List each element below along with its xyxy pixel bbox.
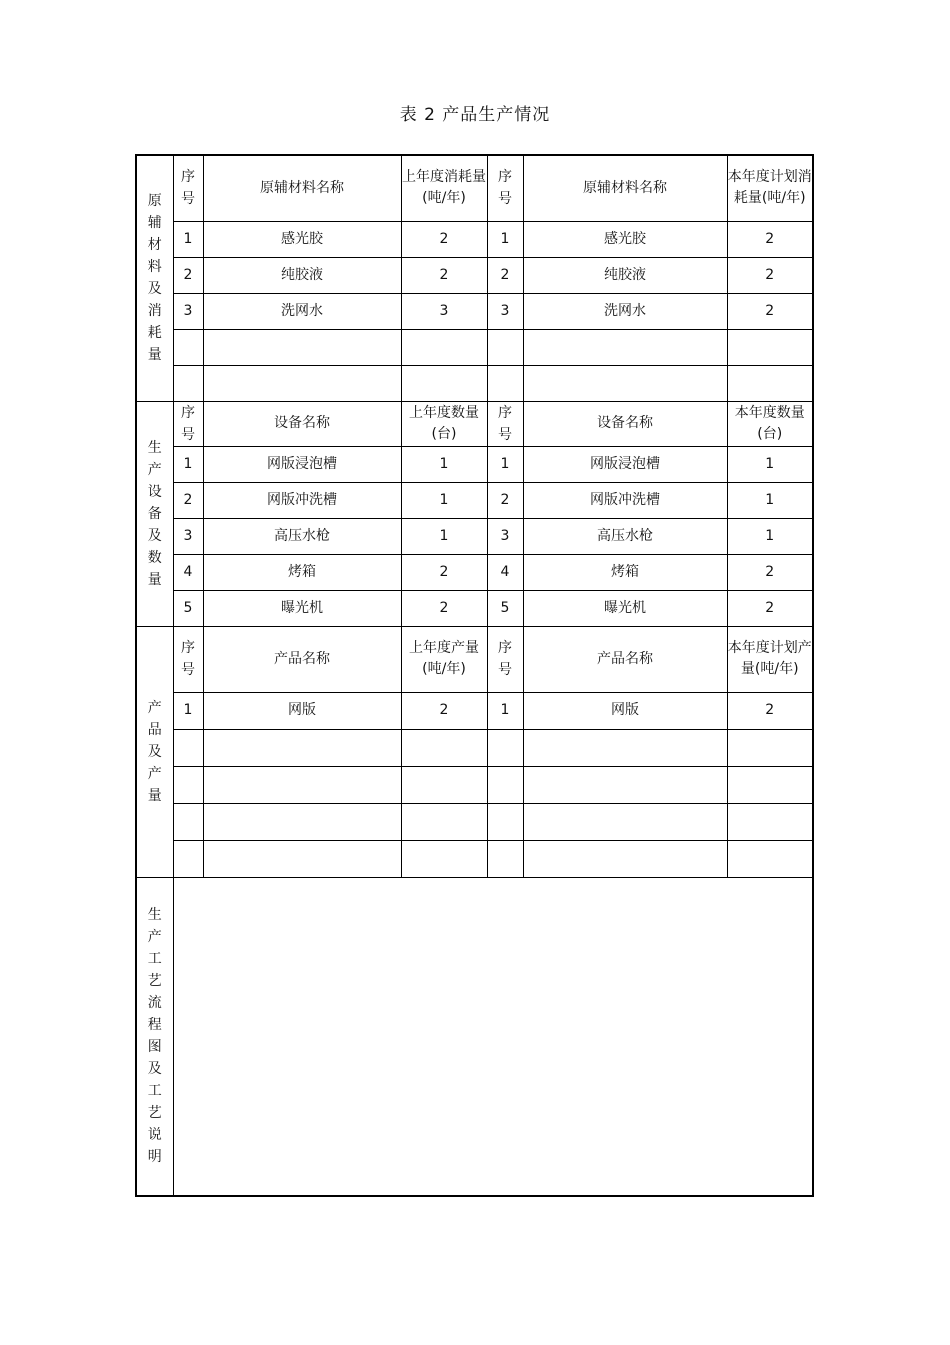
- materials-category: [136, 155, 173, 401]
- process-content-area: [173, 877, 813, 1196]
- cell-last: 2: [401, 554, 487, 590]
- cell-plan: 2: [727, 221, 813, 257]
- header-name: 产品名称: [203, 626, 401, 692]
- products-category-label: 产品及产量: [147, 699, 162, 804]
- table-row-empty: [136, 329, 813, 365]
- cell-name: 网版浸泡槽: [203, 446, 401, 482]
- cell-empty: [487, 840, 523, 877]
- header-name-2: 产品名称: [523, 626, 727, 692]
- header-name: 原辅材料名称: [203, 155, 401, 221]
- cell-empty: [173, 766, 203, 803]
- header-seq: 序号: [173, 401, 203, 446]
- cell-empty: [523, 365, 727, 401]
- header-this-year: 本年度计划消耗量(吨/年): [727, 155, 813, 221]
- cell-empty: [487, 803, 523, 840]
- cell-empty: [401, 365, 487, 401]
- cell-last: 1: [401, 482, 487, 518]
- cell-empty: [173, 729, 203, 766]
- table-row: [136, 482, 813, 518]
- cell-empty: [203, 729, 401, 766]
- cell-name-2: 网版: [523, 692, 727, 729]
- cell-seq: 1: [173, 221, 203, 257]
- cell-last: 1: [401, 518, 487, 554]
- cell-seq-2: 1: [487, 221, 523, 257]
- cell-empty: [487, 766, 523, 803]
- cell-empty: [173, 840, 203, 877]
- cell-empty: [523, 840, 727, 877]
- header-last-year: 上年度消耗量(吨/年): [401, 155, 487, 221]
- cell-seq-2: 2: [487, 482, 523, 518]
- cell-empty: [401, 766, 487, 803]
- cell-name: 网版: [203, 692, 401, 729]
- cell-name-2: 烤箱: [523, 554, 727, 590]
- cell-empty: [523, 329, 727, 365]
- cell-empty: [727, 329, 813, 365]
- table-row-empty: [136, 803, 813, 840]
- cell-empty: [203, 329, 401, 365]
- table-title: 表 2 产品生产情况: [399, 105, 551, 125]
- cell-seq-2: 5: [487, 590, 523, 626]
- process-row: [136, 877, 813, 1196]
- header-seq: 序号: [173, 626, 203, 692]
- cell-name-2: 纯胶液: [523, 257, 727, 293]
- cell-name-2: 曝光机: [523, 590, 727, 626]
- header-name: 设备名称: [203, 401, 401, 446]
- header-name-2: 设备名称: [523, 401, 727, 446]
- cell-seq: 5: [173, 590, 203, 626]
- header-seq-2: 序号: [487, 401, 523, 446]
- equipment-header-row: [136, 401, 813, 446]
- cell-empty: [401, 803, 487, 840]
- cell-plan: 1: [727, 482, 813, 518]
- cell-empty: [203, 766, 401, 803]
- table-row-empty: [136, 729, 813, 766]
- cell-seq-2: 3: [487, 293, 523, 329]
- cell-name: 洗网水: [203, 293, 401, 329]
- header-name-2: 原辅材料名称: [523, 155, 727, 221]
- table-row: [136, 554, 813, 590]
- cell-name: 感光胶: [203, 221, 401, 257]
- cell-name: 曝光机: [203, 590, 401, 626]
- cell-last: 2: [401, 590, 487, 626]
- cell-seq: 3: [173, 518, 203, 554]
- cell-name-2: 洗网水: [523, 293, 727, 329]
- cell-empty: [523, 803, 727, 840]
- cell-name: 烤箱: [203, 554, 401, 590]
- table-row-empty: [136, 766, 813, 803]
- process-category-label: 生产工艺流程图及工艺说明: [147, 907, 162, 1166]
- cell-name-2: 网版浸泡槽: [523, 446, 727, 482]
- table-row: [136, 293, 813, 329]
- cell-name: 高压水枪: [203, 518, 401, 554]
- cell-seq: 1: [173, 446, 203, 482]
- cell-plan: 2: [727, 257, 813, 293]
- equipment-category: [136, 401, 173, 626]
- cell-last: 2: [401, 692, 487, 729]
- cell-empty: [727, 766, 813, 803]
- cell-seq-2: 2: [487, 257, 523, 293]
- cell-last: 2: [401, 257, 487, 293]
- cell-seq: 2: [173, 257, 203, 293]
- header-seq-2: 序号: [487, 155, 523, 221]
- cell-plan: 1: [727, 518, 813, 554]
- cell-seq: 4: [173, 554, 203, 590]
- header-this-year: 本年度计划产量(吨/年): [727, 626, 813, 692]
- cell-last: 1: [401, 446, 487, 482]
- cell-empty: [727, 729, 813, 766]
- cell-last: 2: [401, 221, 487, 257]
- cell-name-2: 高压水枪: [523, 518, 727, 554]
- cell-empty: [173, 329, 203, 365]
- header-this-year: 本年度数量(台): [727, 401, 813, 446]
- cell-seq-2: 3: [487, 518, 523, 554]
- table-row-empty: [136, 365, 813, 401]
- cell-seq: 3: [173, 293, 203, 329]
- cell-seq: 1: [173, 692, 203, 729]
- process-category: [136, 877, 173, 1196]
- cell-empty: [523, 729, 727, 766]
- table-row: [136, 692, 813, 729]
- cell-seq-2: 1: [487, 692, 523, 729]
- cell-empty: [203, 803, 401, 840]
- cell-last: 3: [401, 293, 487, 329]
- header-seq-2: 序号: [487, 626, 523, 692]
- equipment-category-label: 生产设备及数量: [147, 439, 162, 588]
- cell-plan: 1: [727, 446, 813, 482]
- header-last-year: 上年度产量(吨/年): [401, 626, 487, 692]
- table-row: [136, 221, 813, 257]
- table-row: [136, 446, 813, 482]
- products-header-row: [136, 626, 813, 692]
- cell-empty: [203, 840, 401, 877]
- cell-name-2: 网版冲洗槽: [523, 482, 727, 518]
- cell-empty: [487, 365, 523, 401]
- cell-plan: 2: [727, 590, 813, 626]
- cell-empty: [173, 365, 203, 401]
- cell-empty: [727, 803, 813, 840]
- cell-empty: [487, 329, 523, 365]
- table-row: [136, 518, 813, 554]
- production-table: [135, 154, 814, 1197]
- table-row-empty: [136, 840, 813, 877]
- cell-seq-2: 4: [487, 554, 523, 590]
- cell-name-2: 感光胶: [523, 221, 727, 257]
- header-seq: 序号: [173, 155, 203, 221]
- cell-empty: [401, 840, 487, 877]
- products-category: [136, 626, 173, 877]
- cell-plan: 2: [727, 692, 813, 729]
- cell-empty: [727, 365, 813, 401]
- table-row: [136, 257, 813, 293]
- header-last-year: 上年度数量(台): [401, 401, 487, 446]
- cell-empty: [173, 803, 203, 840]
- cell-empty: [487, 729, 523, 766]
- cell-empty: [401, 329, 487, 365]
- cell-plan: 2: [727, 293, 813, 329]
- table-row: [136, 590, 813, 626]
- cell-empty: [523, 766, 727, 803]
- cell-empty: [203, 365, 401, 401]
- materials-header-row: [136, 155, 813, 221]
- cell-name: 纯胶液: [203, 257, 401, 293]
- cell-empty: [727, 840, 813, 877]
- cell-seq: 2: [173, 482, 203, 518]
- materials-category-label: 原辅材料及消耗量: [147, 193, 162, 364]
- cell-seq-2: 1: [487, 446, 523, 482]
- cell-plan: 2: [727, 554, 813, 590]
- cell-name: 网版冲洗槽: [203, 482, 401, 518]
- cell-empty: [401, 729, 487, 766]
